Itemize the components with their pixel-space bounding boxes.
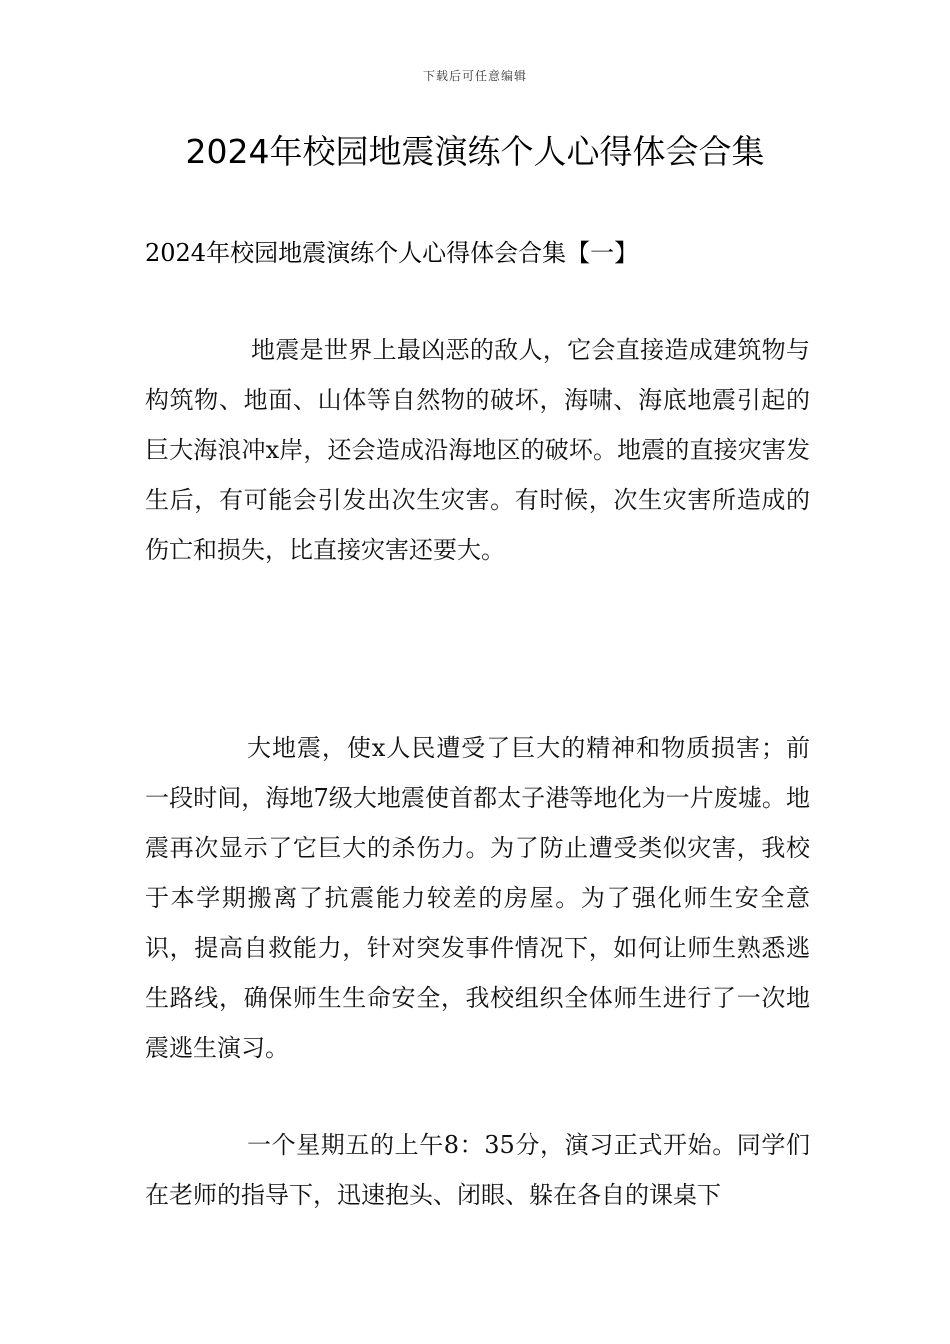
paragraph-2: 大地震，使x人民遭受了巨大的精神和物质损害；前一段时间，海地7级大地震使首都太子港等地化为一片废墟。地震再次显示了它巨大的杀伤力。为了防止遭受类似灾害，我校于本学期搬离了抗震能力较差的房屋。为了强化师生安全意识，提高自救能力，针对突发事件情况下，如何让师生熟悉逃生路线，确保师生生命安全，我校组织全体师生进行了一次地震逃生演习。: [145, 734, 810, 1062]
section-heading: 2024年校园地震演练个人心得体会合集【一】: [145, 239, 639, 267]
paragraph-1: 地震是世界上最凶恶的敌人，它会直接造成建筑物与构筑物、地面、山体等自然物的破坏，海啸、海底地震引起的巨大海浪冲x岸，还会造成沿海地区的破坏。地震的直接灾害发生后，有可能会引发出次生灾害。有时候，次生灾害所造成的伤亡和损失，比直接灾害还要大。: [145, 336, 810, 564]
paragraph-3: 一个星期五的上午8：35分，演习正式开始。同学们在老师的指导下，迅速抱头、闭眼、躲在各自的课桌下: [145, 1131, 810, 1209]
document-title: 2024年校园地震演练个人心得体会合集: [185, 132, 765, 171]
header-note: 下载后可任意编辑: [422, 69, 527, 83]
